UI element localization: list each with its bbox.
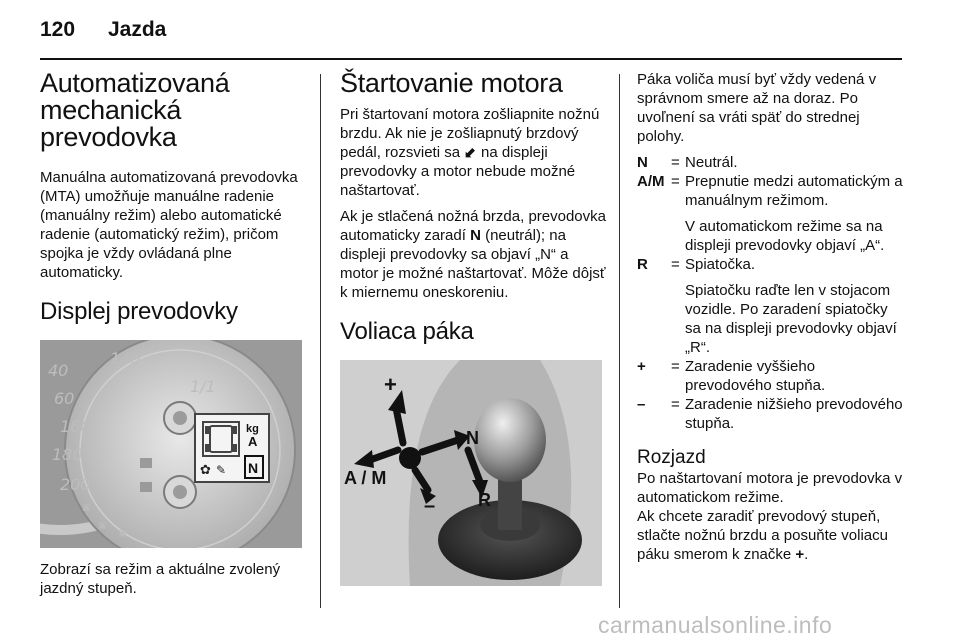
header-rule [40,58,902,60]
transmission-display-figure [40,340,302,548]
display-heading: Displej prevodovky [40,298,238,325]
selector-lever-figure [340,360,602,586]
position-key: R [637,256,648,273]
position-equals: = [671,256,680,273]
column-2 [340,70,608,586]
page-number: 120 [40,18,76,41]
rozjazd-paragraph-2: Ak chcete zaradiť prevodový stupeň, stlačte nožnú brzdu a posuňte voliacu páku smerom k značke +. [637,508,888,563]
column-3 [637,70,905,571]
lever-am-label: A / M [344,468,387,488]
position-plus-row [637,357,905,395]
rozjazd-heading: Rozjazd [637,447,706,468]
column-divider-2 [619,74,620,608]
position-r-extra: Spiatočku raďte len v stojacom vozidle. Po zaradení spiatočky sa na displeji prevodovky objaví „R“. [685,282,897,356]
svg-text:160: 160 [60,417,91,436]
svg-text:40: 40 [48,361,69,380]
lever-plus-label: + [384,372,397,397]
position-am-extra: V automatickom režime sa na displeji prevodovky objaví „A“. [685,218,885,254]
chapter-title-line-2: mechanická [40,95,182,125]
position-text: Zaradenie vyššieho prevodového stupňa. [685,358,826,394]
display-kg-label: kg [246,423,259,435]
display-caption: Zobrazí sa režim a aktuálne zvolený jazdný stupeň. [40,561,281,597]
lever-positions-list [637,153,905,433]
watermark-link[interactable]: carmanualsonline.info [598,612,833,638]
position-equals: = [671,173,680,190]
position-equals: = [671,396,680,413]
section-title: Jazda [108,18,167,41]
lever-minus-label: – [424,495,436,517]
position-text: Spiatočka. [685,256,756,273]
engine-start-paragraph-2: Ak je stlačená nožná brzda, prevodovka automaticky zaradí N (neutrál); na displeji prevodovky sa objaví „N“ a motor je možné naštartovať. Môže dôjsť k miernemu oneskoreniu. [340,208,606,301]
column-1 [40,70,308,605]
svg-text:140: 140 [110,349,141,368]
svg-text:▣: ▣ [118,528,127,538]
page-header [40,18,900,58]
svg-text:▣: ▣ [82,502,91,512]
selector-lever-illustration [340,360,602,586]
selector-lever-heading: Voliaca páka [340,318,474,345]
position-equals: = [671,358,680,375]
intro-paragraph: Manuálna automatizovaná prevodovka (MTA) umožňuje manuálne radenie (manuálny režim) alebo automatické radenie (automatický režim), pričom spojka je vždy ovládaná plne automaticky. [40,169,298,281]
position-key: N [637,154,648,171]
svg-text:60: 60 [54,389,75,408]
position-key: – [637,396,646,413]
instrument-cluster-illustration [40,340,302,548]
foot-brake-icon: ✎ [216,463,227,477]
position-equals: = [671,154,680,171]
chapter-title-line-3: prevodovka [40,122,177,152]
position-text: Neutrál. [685,154,738,171]
display-gear-n-label: N [248,460,259,476]
chapter-title [40,70,308,151]
lever-neutral-label: N [466,428,479,448]
display-mode-a-label: A [248,434,258,449]
svg-text:1/1: 1/1 [190,377,216,396]
lever-reverse-label: R [478,490,491,510]
chapter-title-line-1: Automatizovaná [40,68,230,98]
position-text: Zaradenie nižšieho prevodového stupňa. [685,396,903,432]
svg-text:180: 180 [52,445,83,464]
foot-brake-icon: ⬋ [464,144,477,161]
column-divider-1 [320,74,321,608]
position-r-row [637,255,905,274]
position-key: + [637,358,646,375]
position-minus-row [637,395,905,433]
svg-text:200: 200 [60,475,91,494]
engine-start-heading: Štartovanie motora [340,68,563,98]
position-text: Prepnutie medzi automatickým a manuálnym režimom. [685,173,903,209]
rozjazd-paragraph-1: Po naštartovaní motora je prevodovka v automatickom režime. [637,470,903,506]
lever-intro-paragraph: Páka voliča musí byť vždy vedená v správnom smere až na doraz. Po uvoľnení sa vráti späť do strednej polohy. [637,71,877,145]
flower-icon: ✿ [200,462,211,477]
position-am-row [637,172,905,210]
position-n-row [637,153,905,172]
position-key: A/M [637,173,665,190]
svg-text:▣: ▣ [98,520,107,530]
engine-start-paragraph-1: Pri štartovaní motora zošliapnite nožnú brzdu. Ak nie je zošliapnutý brzdový pedál, rozsvieti sa ⬋ na displeji prevodovky a motor nebude možné naštartovať. [340,106,600,199]
